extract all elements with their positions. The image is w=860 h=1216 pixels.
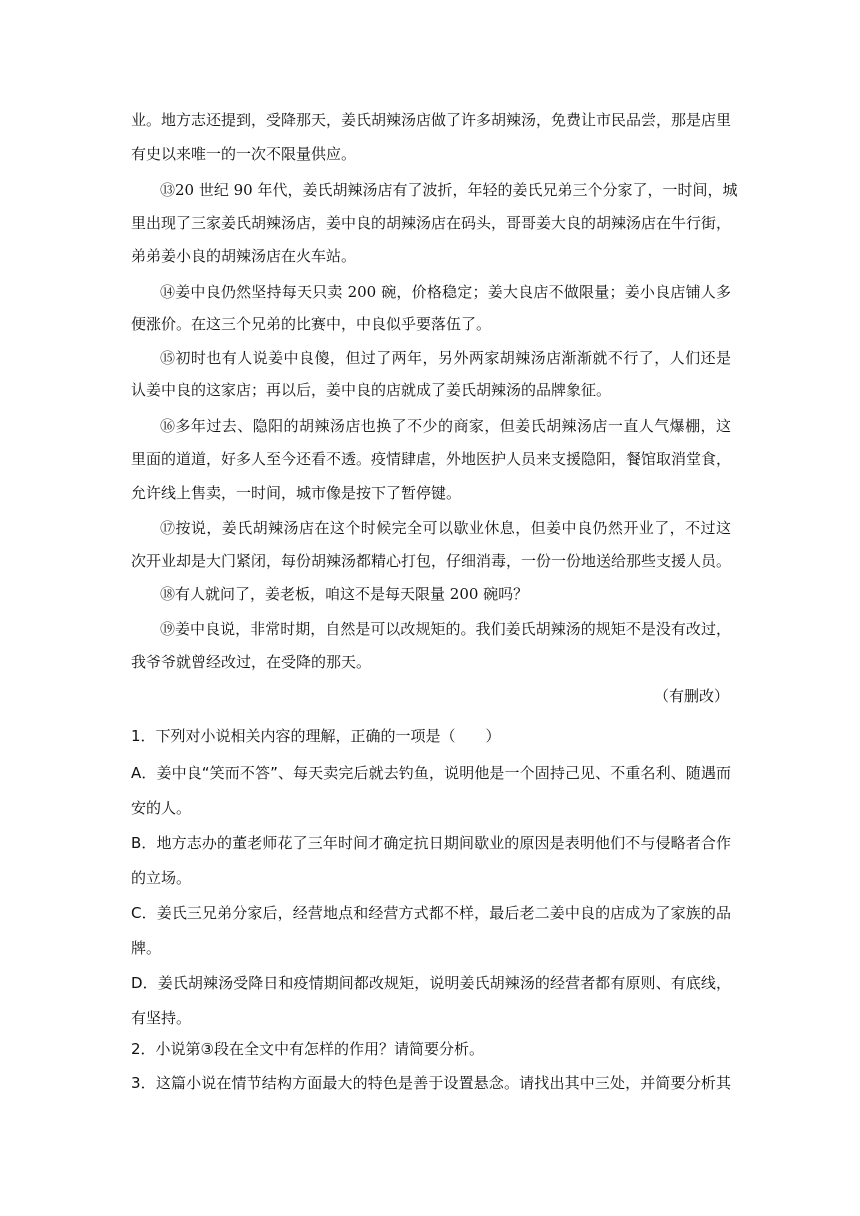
source-note: （有删改） <box>653 687 729 705</box>
passage-p13-line-2: 里出现了三家姜氏胡辣汤店，姜中良的胡辣汤店在码头，哥哥姜大良的胡辣汤店在牛行街， <box>131 214 732 232</box>
passage-p13-line-1: ⑬20 世纪 90 年代，姜氏胡辣汤店有了波折，年轻的姜氏兄弟三个分家了，一时间，城 <box>160 181 738 199</box>
question-1-stem: 1．下列对小说相关内容的理解，正确的一项是（ ） <box>131 727 501 745</box>
question-1-option-d-line-1: D．姜氏胡辣汤受降日和疫情期间都改规矩，说明姜氏胡辣汤的经营者都有原则、有底线， <box>131 974 731 992</box>
passage-p18-line-1: ⑱有人就问了，姜老板，咱这不是每天限量 200 碗吗？ <box>160 585 529 603</box>
passage-p14-line-1: ⑭姜中良仍然坚持每天只卖 200 碗，价格稳定；姜大良店不做限量；姜小良店铺人多 <box>160 283 731 301</box>
question-1-option-c-line-1: C．姜氏三兄弟分家后，经营地点和经营方式都不样，最后老二姜中良的店成为了家族的品 <box>131 904 731 922</box>
passage-p17-line-1: ⑰按说，姜氏胡辣汤店在这个时候完全可以歇业休息，但姜中良仍然开业了，不过这 <box>160 519 731 537</box>
passage-p15-line-2: 认姜中良的这家店；再以后，姜中良的店就成了姜氏胡辣汤的品牌象征。 <box>131 381 612 399</box>
question-2: 2．小说第③段在全文中有怎样的作用？请简要分析。 <box>131 1040 484 1058</box>
passage-p16-line-1: ⑯多年过去、隐阳的胡辣汤店也换了不少的商家，但姜氏胡辣汤店一直人气爆棚，这 <box>160 417 731 435</box>
passage-p16-line-2: 里面的道道，好多人至今还看不透。疫情肆虐，外地医护人员来支援隐阳，餐馆取消堂食， <box>131 450 732 468</box>
passage-p19-line-1: ⑲姜中良说，非常时期，自然是可以改规矩的。我们姜氏胡辣汤的规矩不是没有改过， <box>160 620 731 638</box>
question-1-option-a-line-1: A．姜中良“笑而不答”、每天卖完后就去钓鱼，说明他是一个固持己见、不重名利、随遇而 <box>131 764 731 782</box>
passage-p19-line-2: 我爷爷就曾经改过，在受降的那天。 <box>131 653 372 671</box>
passage-p17-line-2: 次开业却是大门紧闭，每份胡辣汤都精心打包，仔细消毒，一份一份地送给那些支援人员。 <box>131 552 732 570</box>
question-3-line-1: 3．这篇小说在情节结构方面最大的特色是善于设置悬念。请找出其中三处，并简要分析其 <box>131 1074 731 1092</box>
passage-p13-line-3: 弟弟姜小良的胡辣汤店在火车站。 <box>131 247 357 265</box>
passage-p16-line-3: 允许线上售卖，一时间，城市像是按下了暂停键。 <box>131 484 462 502</box>
passage-p14-line-2: 便涨价。在这三个兄弟的比赛中，中良似乎要落伍了。 <box>131 315 492 333</box>
passage-p12-line-2: 有史以来唯一的一次不限量供应。 <box>131 145 357 163</box>
question-1-option-d-line-2: 有坚持。 <box>131 1009 192 1027</box>
question-1-option-c-line-2: 牌。 <box>131 939 162 957</box>
question-1-option-b-line-2: 的立场。 <box>131 869 192 887</box>
passage-p12-line-1: 业。地方志还提到，受降那天，姜氏胡辣汤店做了许多胡辣汤，免费让市民品尝，那是店里 <box>131 111 732 129</box>
passage-p15-line-1: ⑮初时也有人说姜中良傻，但过了两年，另外两家胡辣汤店渐渐就不行了，人们还是 <box>160 349 731 367</box>
question-1-option-b-line-1: B．地方志办的董老师花了三年时间才确定抗日期间歇业的原因是表明他们不与侵略者合作 <box>131 834 731 852</box>
question-1-option-a-line-2: 安的人。 <box>131 799 192 817</box>
